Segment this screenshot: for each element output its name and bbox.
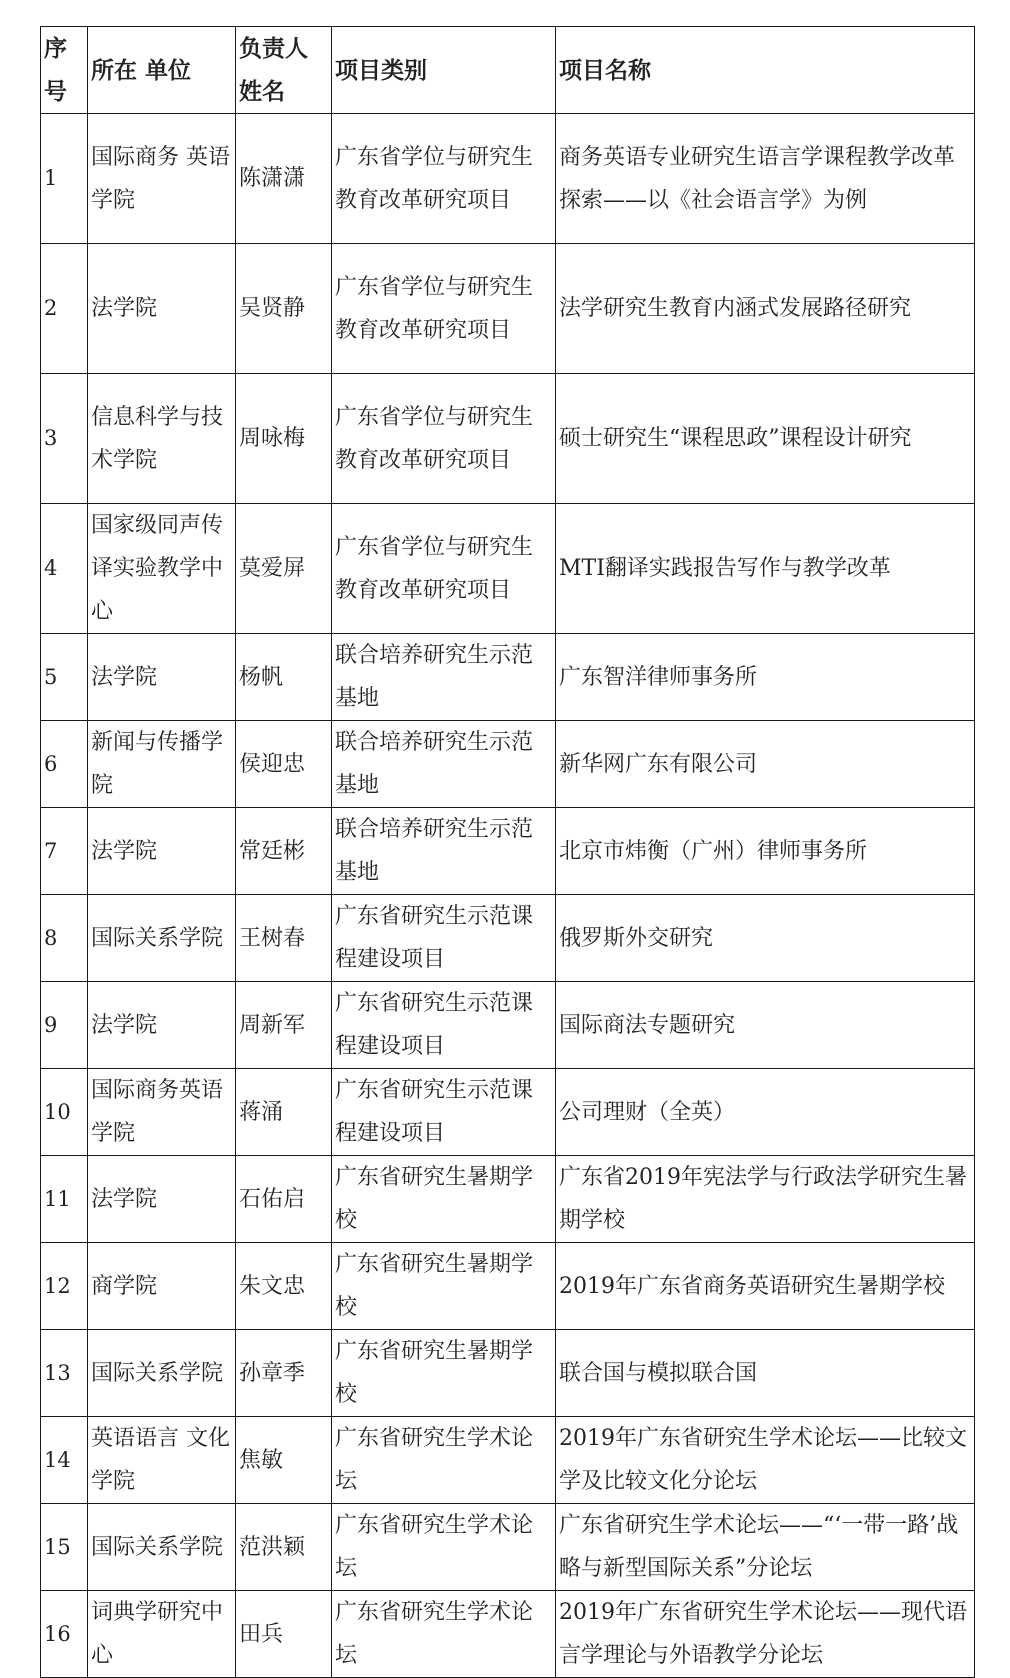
cell-person: 孙章季 — [236, 1330, 332, 1417]
cell-no: 15 — [41, 1504, 88, 1591]
header-no: 序号 — [41, 27, 88, 114]
cell-project-name: 法学研究生教育内涵式发展路径研究 — [556, 244, 975, 374]
cell-project-name: 硕士研究生“课程思政”课程设计研究 — [556, 374, 975, 504]
project-table — [40, 26, 975, 1678]
table-row — [41, 634, 975, 721]
table-row — [41, 1591, 975, 1678]
table-row — [41, 895, 975, 982]
cell-category: 联合培养研究生示范基地 — [332, 721, 556, 808]
cell-unit: 法学院 — [88, 808, 236, 895]
cell-project-name: 公司理财（全英） — [556, 1069, 975, 1156]
cell-project-name: 广东省2019年宪法学与行政法学研究生暑期学校 — [556, 1156, 975, 1243]
cell-no: 16 — [41, 1591, 88, 1678]
cell-unit: 法学院 — [88, 982, 236, 1069]
cell-person: 吴贤静 — [236, 244, 332, 374]
cell-project-name: 俄罗斯外交研究 — [556, 895, 975, 982]
table-row — [41, 808, 975, 895]
cell-category: 广东省研究生暑期学校 — [332, 1243, 556, 1330]
cell-no: 14 — [41, 1417, 88, 1504]
cell-category: 广东省研究生学术论坛 — [332, 1417, 556, 1504]
cell-no: 6 — [41, 721, 88, 808]
cell-unit: 词典学研究中心 — [88, 1591, 236, 1678]
cell-unit: 国际关系学院 — [88, 1330, 236, 1417]
cell-category: 广东省研究生学术论坛 — [332, 1591, 556, 1678]
cell-no: 9 — [41, 982, 88, 1069]
cell-person: 莫爱屏 — [236, 504, 332, 634]
cell-project-name: 2019年广东省研究生学术论坛——比较文学及比较文化分论坛 — [556, 1417, 975, 1504]
table-row — [41, 1243, 975, 1330]
cell-no: 4 — [41, 504, 88, 634]
cell-category: 广东省研究生暑期学校 — [332, 1156, 556, 1243]
cell-category: 广东省学位与研究生教育改革研究项目 — [332, 114, 556, 244]
table-row — [41, 1069, 975, 1156]
header-unit: 所在 单位 — [88, 27, 236, 114]
cell-no: 13 — [41, 1330, 88, 1417]
cell-person: 侯迎忠 — [236, 721, 332, 808]
cell-category: 联合培养研究生示范基地 — [332, 808, 556, 895]
cell-person: 杨帆 — [236, 634, 332, 721]
cell-no: 7 — [41, 808, 88, 895]
table-header-row — [41, 27, 975, 114]
cell-no: 1 — [41, 114, 88, 244]
cell-person: 焦敏 — [236, 1417, 332, 1504]
cell-person: 周新军 — [236, 982, 332, 1069]
cell-category: 联合培养研究生示范基地 — [332, 634, 556, 721]
cell-project-name: 广东省研究生学术论坛——“‘一带一路’战略与新型国际关系”分论坛 — [556, 1504, 975, 1591]
cell-unit: 国家级同声传译实验教学中心 — [88, 504, 236, 634]
cell-unit: 国际商务英语 学院 — [88, 1069, 236, 1156]
cell-unit: 法学院 — [88, 244, 236, 374]
table-row — [41, 1156, 975, 1243]
header-person: 负责人姓名 — [236, 27, 332, 114]
header-category: 项目类别 — [332, 27, 556, 114]
cell-project-name: 2019年广东省商务英语研究生暑期学校 — [556, 1243, 975, 1330]
cell-unit: 国际商务 英语学院 — [88, 114, 236, 244]
cell-project-name: 国际商法专题研究 — [556, 982, 975, 1069]
cell-project-name: 广东智洋律师事务所 — [556, 634, 975, 721]
cell-person: 蒋涌 — [236, 1069, 332, 1156]
cell-project-name: 联合国与模拟联合国 — [556, 1330, 975, 1417]
cell-person: 朱文忠 — [236, 1243, 332, 1330]
cell-project-name: MTI翻译实践报告写作与教学改革 — [556, 504, 975, 634]
cell-no: 5 — [41, 634, 88, 721]
table-row — [41, 114, 975, 244]
cell-category: 广东省研究生示范课程建设项目 — [332, 1069, 556, 1156]
cell-no: 12 — [41, 1243, 88, 1330]
cell-category: 广东省研究生示范课程建设项目 — [332, 982, 556, 1069]
cell-project-name: 2019年广东省研究生学术论坛——现代语言学理论与外语教学分论坛 — [556, 1591, 975, 1678]
header-name: 项目名称 — [556, 27, 975, 114]
cell-person: 常廷彬 — [236, 808, 332, 895]
cell-no: 11 — [41, 1156, 88, 1243]
cell-category: 广东省研究生示范课程建设项目 — [332, 895, 556, 982]
cell-category: 广东省学位与研究生教育改革研究项目 — [332, 374, 556, 504]
table-row — [41, 374, 975, 504]
cell-unit: 信息科学与技术学院 — [88, 374, 236, 504]
cell-unit: 国际关系学院 — [88, 1504, 236, 1591]
cell-category: 广东省学位与研究生教育改革研究项目 — [332, 244, 556, 374]
cell-person: 陈潇潇 — [236, 114, 332, 244]
cell-person: 田兵 — [236, 1591, 332, 1678]
cell-unit: 国际关系学院 — [88, 895, 236, 982]
cell-no: 8 — [41, 895, 88, 982]
cell-unit: 新闻与传播学院 — [88, 721, 236, 808]
cell-project-name: 北京市炜衡（广州）律师事务所 — [556, 808, 975, 895]
table-row — [41, 982, 975, 1069]
cell-no: 3 — [41, 374, 88, 504]
cell-unit: 商学院 — [88, 1243, 236, 1330]
table-row — [41, 1330, 975, 1417]
table-row — [41, 244, 975, 374]
cell-person: 周咏梅 — [236, 374, 332, 504]
table-row — [41, 721, 975, 808]
cell-unit: 法学院 — [88, 634, 236, 721]
table-row — [41, 1417, 975, 1504]
cell-unit: 英语语言 文化学院 — [88, 1417, 236, 1504]
cell-category: 广东省研究生学术论坛 — [332, 1504, 556, 1591]
cell-category: 广东省学位与研究生教育改革研究项目 — [332, 504, 556, 634]
cell-no: 2 — [41, 244, 88, 374]
cell-unit: 法学院 — [88, 1156, 236, 1243]
cell-person: 石佑启 — [236, 1156, 332, 1243]
table-row — [41, 1504, 975, 1591]
cell-person: 王树春 — [236, 895, 332, 982]
cell-project-name: 商务英语专业研究生语言学课程教学改革探索——以《社会语言学》为例 — [556, 114, 975, 244]
cell-person: 范洪颖 — [236, 1504, 332, 1591]
cell-category: 广东省研究生暑期学校 — [332, 1330, 556, 1417]
table-row — [41, 504, 975, 634]
cell-no: 10 — [41, 1069, 88, 1156]
cell-project-name: 新华网广东有限公司 — [556, 721, 975, 808]
